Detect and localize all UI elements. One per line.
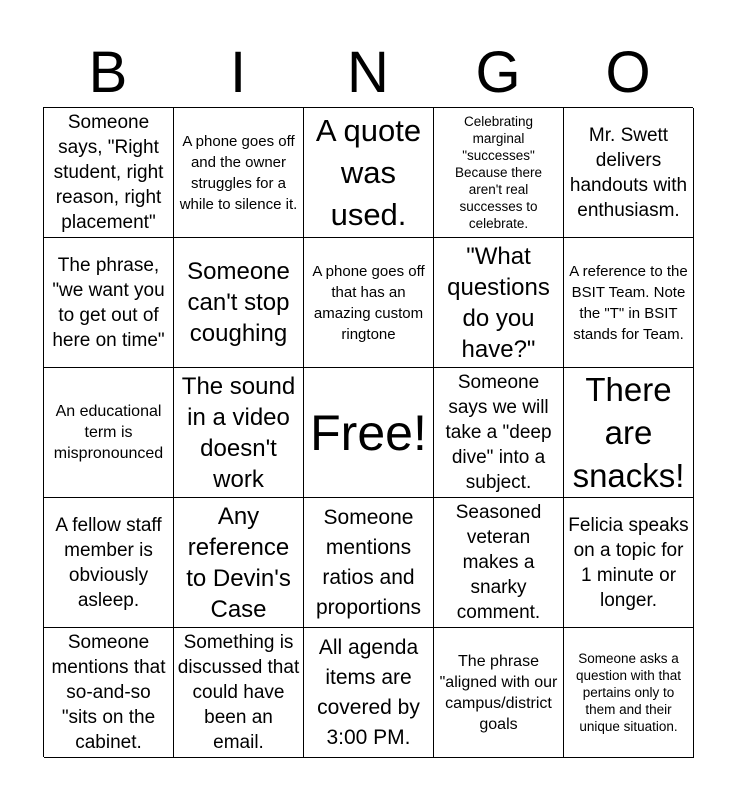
bingo-header bbox=[43, 40, 693, 106]
bingo-cell[interactable] bbox=[174, 238, 304, 368]
bingo-cell[interactable] bbox=[304, 238, 434, 368]
cell-text: Someone asks a question with that pertains only to them and their unique situation. bbox=[575, 651, 682, 734]
bingo-cell[interactable] bbox=[44, 628, 174, 758]
cell-text: "What questions do you have?" bbox=[447, 242, 550, 363]
cell-text: Seasoned veteran makes a snarky comment. bbox=[455, 502, 542, 623]
bingo-cell[interactable] bbox=[304, 498, 434, 628]
bingo-cell[interactable] bbox=[434, 498, 564, 628]
header-letter-g: G bbox=[475, 40, 521, 105]
bingo-cell[interactable] bbox=[174, 628, 304, 758]
free-space-text: Free! bbox=[310, 404, 427, 461]
cell-text: A phone goes off and the owner struggles for a while to silence it. bbox=[179, 132, 298, 213]
cell-text: Something is discussed that could have been an email. bbox=[177, 632, 300, 753]
bingo-cell[interactable] bbox=[564, 628, 694, 758]
header-letter-i: I bbox=[229, 40, 247, 105]
cell-text: The phrase "aligned with our campus/district goals bbox=[439, 652, 558, 733]
cell-text: Someone mentions that so-and-so "sits on the cabinet. bbox=[51, 632, 166, 753]
bingo-cell[interactable] bbox=[564, 108, 694, 238]
cell-text: Someone can't stop coughing bbox=[187, 258, 290, 347]
bingo-cell[interactable] bbox=[44, 498, 174, 628]
cell-text: There are snacks! bbox=[572, 371, 685, 494]
free-space[interactable] bbox=[304, 368, 434, 498]
cell-text: A quote was used. bbox=[315, 112, 422, 232]
cell-text: Felicia speaks on a topic for 1 minute or longer. bbox=[568, 514, 689, 611]
bingo-cell[interactable] bbox=[564, 368, 694, 498]
bingo-cell[interactable] bbox=[434, 368, 564, 498]
bingo-cell[interactable] bbox=[174, 108, 304, 238]
cell-text: Someone says, "Right student, right reason, right placement" bbox=[53, 112, 164, 233]
bingo-cell[interactable] bbox=[434, 238, 564, 368]
bingo-cell[interactable] bbox=[174, 368, 304, 498]
header-letter-n: N bbox=[347, 40, 389, 105]
bingo-cell[interactable] bbox=[564, 238, 694, 368]
header-letter-b: B bbox=[88, 40, 128, 105]
cell-text: An educational term is mispronounced bbox=[53, 403, 164, 462]
bingo-cell[interactable] bbox=[44, 368, 174, 498]
cell-text: A fellow staff member is obviously asleep. bbox=[55, 514, 162, 611]
bingo-cell[interactable] bbox=[434, 108, 564, 238]
bingo-cell[interactable] bbox=[44, 108, 174, 238]
cell-text: A phone goes off that has an amazing custom ringtone bbox=[312, 262, 425, 343]
bingo-grid bbox=[43, 107, 693, 757]
cell-text: Someone mentions ratios and proportions bbox=[315, 505, 422, 619]
cell-text: The sound in a video doesn't work bbox=[181, 372, 296, 493]
bingo-cell[interactable] bbox=[304, 628, 434, 758]
bingo-cell[interactable] bbox=[304, 108, 434, 238]
bingo-cell[interactable] bbox=[174, 498, 304, 628]
cell-text: Celebrating marginal "successes" Because there aren't real successes to celebrate. bbox=[454, 114, 543, 231]
bingo-cell[interactable] bbox=[44, 238, 174, 368]
cell-text: Any reference to Devin's Case bbox=[186, 502, 291, 623]
cell-text: The phrase, "we want you to get out of here on time" bbox=[52, 254, 165, 351]
header-letter-o: O bbox=[605, 40, 651, 105]
cell-text: A reference to the BSIT Team. Note the "T" in BSIT stands for Team. bbox=[569, 262, 688, 343]
cell-text: Someone says we will take a "deep dive" into a subject. bbox=[445, 372, 552, 493]
bingo-cell[interactable] bbox=[434, 628, 564, 758]
cell-text: Mr. Swett delivers handouts with enthusiasm. bbox=[569, 124, 688, 221]
bingo-cell[interactable] bbox=[564, 498, 694, 628]
cell-text: All agenda items are covered by 3:00 PM. bbox=[317, 635, 420, 749]
